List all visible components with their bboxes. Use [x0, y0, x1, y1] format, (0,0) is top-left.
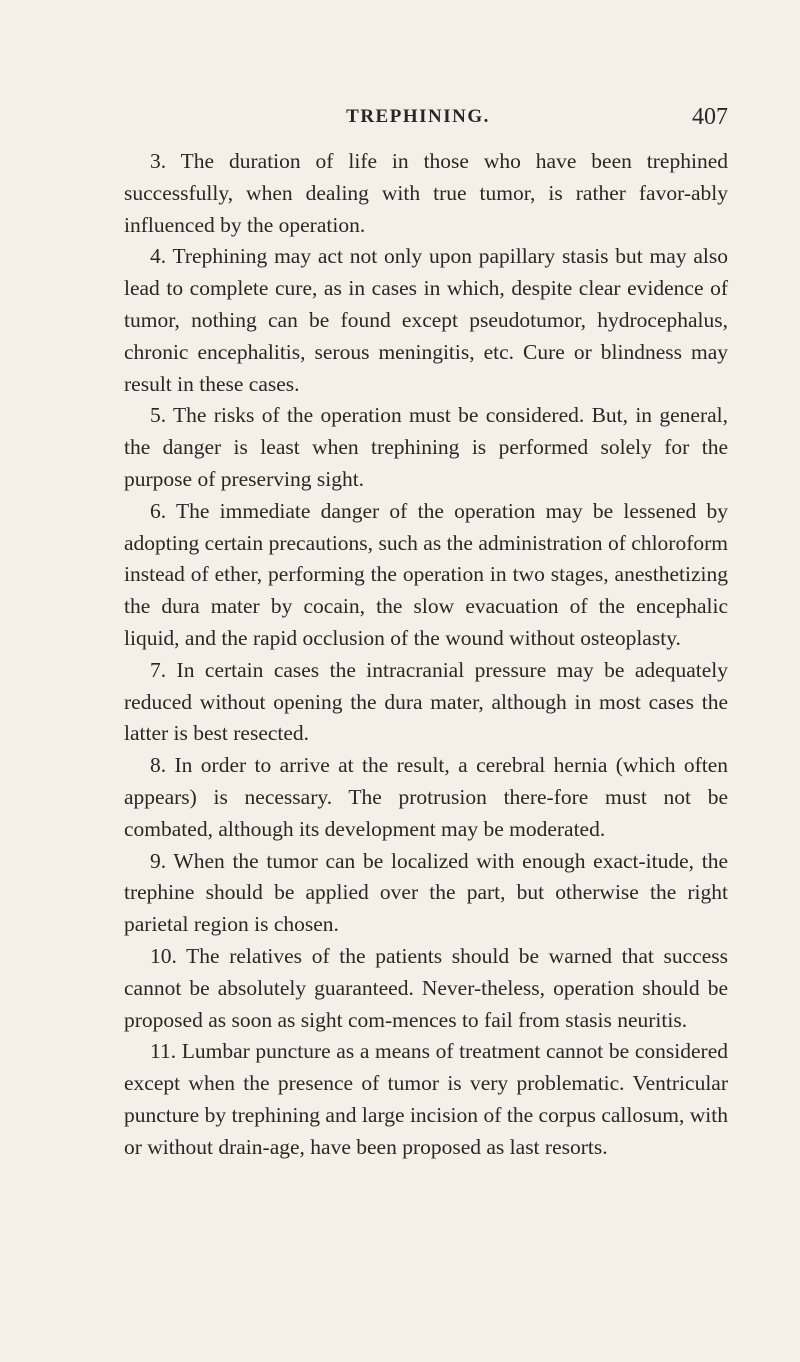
- paragraph-10: 10. The relatives of the patients should be warned that success cannot be absolutely guaranteed. Never-theless, operation should be proposed as soon as sight com-mences to fail from stasis neuritis.: [124, 943, 728, 1032]
- running-title: TREPHINING.: [346, 106, 490, 127]
- page-number: 407: [692, 104, 728, 130]
- running-head: [128, 106, 728, 136]
- paragraph-7: 7. In certain cases the intracranial pressure may be adequately reduced without opening the dura mater, although in most cases the latter is best resected.: [124, 657, 728, 746]
- paragraph-8: 8. In order to arrive at the result, a cerebral hernia (which often appears) is necessary. The protrusion there-fore must not be combated, although its development may be moderated.: [124, 753, 728, 841]
- paragraph-11: 11. Lumbar puncture as a means of treatment cannot be considered except when the presence of tumor is very problematic. Ventricular puncture by trephining and large incision of the corpus callosum, with or without drain-age, have been proposed as last resorts.: [124, 1039, 728, 1159]
- paragraph-5: 5. The risks of the operation must be considered. But, in general, the danger is least when trephining is performed solely for the purpose of preserving sight.: [124, 403, 728, 491]
- paragraph-6: 6. The immediate danger of the operation may be lessened by adopting certain precautions, such as the administration of chloroform instead of ether, performing the operation in two stages, anesthetizing the dura mater by cocain, the slow evacuation of the encephalic liquid, and the rapid occlusion of the wound without osteoplasty.: [124, 498, 728, 650]
- paragraph-9: 9. When the tumor can be localized with enough exact-itude, the trephine should be applied over the part, but otherwise the right parietal region is chosen.: [124, 848, 728, 937]
- body-text: [124, 146, 728, 1164]
- paragraph-3: 3. The duration of life in those who have been trephined successfully, when dealing with true tumor, is rather favor-ably influenced by the operation.: [124, 149, 728, 237]
- paragraph-4: 4. Trephining may act not only upon papillary stasis but may also lead to complete cure, as in cases in which, despite clear evidence of tumor, nothing can be found except pseudotumor, hydrocephalus, chronic encephalitis, serous meningitis, etc. Cure or blindness may result in these cases.: [124, 244, 728, 396]
